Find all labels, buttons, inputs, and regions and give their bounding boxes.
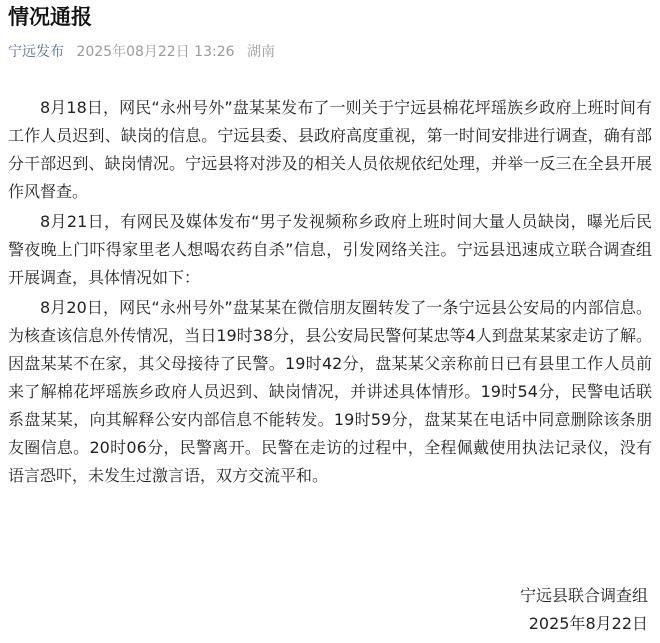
article-signature <box>348 582 648 638</box>
article-paragraph-3: 8月20日，网民“永州号外”盘某某在微信朋友圈转发了一条宁远县公安局的内部信息。为核查该信息外传情况，当日19时38分，县公安局民警何某忠等4人到盘某某家走访了解。因盘某某不在家，其父母接待了民警。19时42分，盘某某父亲称前日已有县里工作人员前来了解棉花坪瑶族乡政府人员迟到、缺岗情况，并讲述具体情形。19时54分，民警电话联系盘某某，向其解释公安内部信息不能转发。19时59分，盘某某在电话中同意删除该条朋友圈信息。20时06分，民警离开。民警在走访的过程中，全程佩戴使用执法记录仪，没有语言恐吓，未发生过激言语，双方交流平和。 <box>8 298 652 485</box>
article-title: 情况通报 <box>8 5 92 29</box>
article-body <box>8 94 652 492</box>
signature-date: 2025年8月22日 <box>528 614 648 633</box>
article-meta <box>8 42 275 62</box>
publish-location: 湖南 <box>246 44 275 60</box>
article-paragraph-2: 8月21日，有网民及媒体发布“男子发视频称乡政府上班时间大量人员缺岗，曝光后民警夜晚上门吓得家里老人想喝农药自杀”信息，引发网络关注。宁远县迅速成立联合调查组开展调查，具体情况如下： <box>8 212 652 287</box>
publish-datetime: 2025年08月22日 13:26 <box>76 44 235 60</box>
signature-organization: 宁远县联合调查组 <box>519 586 648 605</box>
article-paragraph-1: 8月18日，网民“永州号外”盘某某发布了一则关于宁远县棉花坪瑶族乡政府上班时间有工作人员迟到、缺岗的信息。宁远县委、县政府高度重视，第一时间安排进行调查，确有部分干部迟到、缺岗情况。宁远县将对涉及的相关人员依规依纪处理，并举一反三在全县开展作风督查。 <box>8 98 652 201</box>
account-name-link[interactable]: 宁远发布 <box>8 44 64 60</box>
